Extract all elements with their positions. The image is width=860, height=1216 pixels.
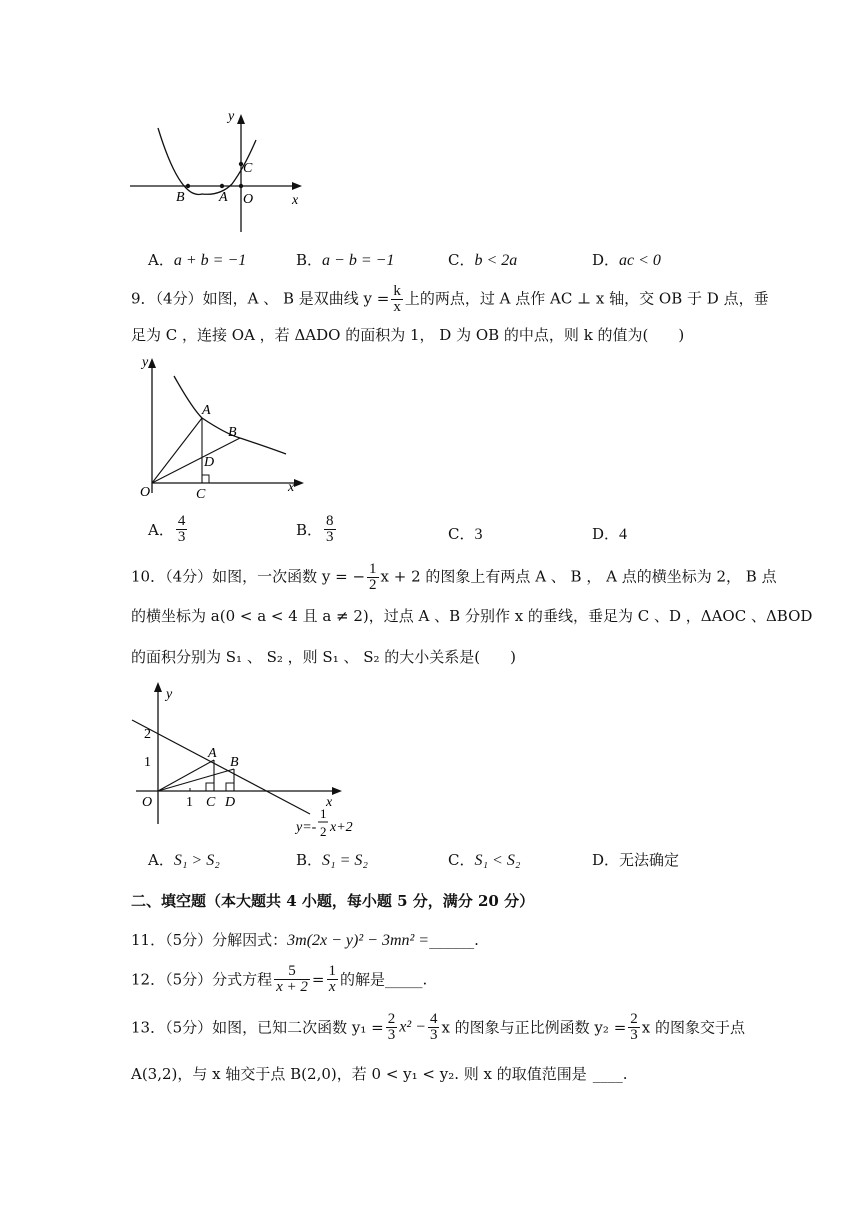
- q10-right-angle-c: [206, 783, 214, 791]
- fraction-num: k: [393, 283, 401, 299]
- q10-tick-label-2: 2: [144, 727, 151, 742]
- fraction-num: 4: [177, 513, 186, 529]
- q13-text-a: 13．（5分）如图，已知二次函数 y₁ =: [131, 1018, 384, 1037]
- fraction-num: 2: [387, 1011, 396, 1027]
- q9-fraction: [391, 284, 403, 315]
- q13-line1: [131, 1012, 745, 1043]
- q9-option-a[interactable]: [148, 514, 189, 545]
- q9-x-label: x: [288, 480, 295, 495]
- q8-label-a: A: [219, 190, 228, 205]
- q10-y-arrow-icon: [154, 682, 162, 692]
- option-label: A．: [148, 851, 174, 869]
- q13-answer-blank[interactable]: ____: [592, 1065, 623, 1083]
- q10-x-arrow-icon: [332, 787, 342, 795]
- option-label: D．: [592, 525, 620, 543]
- q9-label-c: C: [196, 487, 206, 502]
- q8-point-b: [186, 184, 190, 188]
- option-expr: a − b = −1: [322, 252, 395, 269]
- q8-option-c[interactable]: [448, 249, 517, 270]
- q12-equals: =: [311, 970, 325, 989]
- q10-line-graph: [132, 720, 310, 814]
- q11-text: 11．（5分）分解因式：: [131, 931, 288, 949]
- fraction-num: 1: [328, 963, 336, 979]
- q10-option-c[interactable]: [448, 849, 520, 870]
- q9-line2: 足为 C ，连接 OA ，若 ΔADO 的面积为 1， D 为 OB 的中点，则 k 的值为( ): [131, 326, 685, 344]
- fraction-den: 3: [326, 529, 334, 545]
- q8-label-b: B: [176, 190, 185, 205]
- q9-text-a: A 、 B 是双曲线 y =: [247, 289, 390, 308]
- q10-segment-ob: [158, 769, 234, 791]
- q10-label-o: O: [142, 795, 153, 810]
- q10-linear-figure: [130, 674, 370, 844]
- q10-text-a: 10．（4分）如图，一次函数 y = −: [131, 567, 366, 586]
- option-label: A．: [148, 251, 174, 269]
- fraction-num: 2: [630, 1011, 638, 1027]
- q10-fraction: [367, 562, 379, 593]
- option-label: D．: [592, 851, 620, 869]
- q11-expr: 3m(2x − y)² − 3mn² =: [287, 932, 430, 949]
- q8-label-c: C: [243, 161, 253, 176]
- fraction-den: x: [328, 979, 336, 995]
- option-label: A．: [148, 521, 174, 539]
- q10-line2: 的横坐标为 a(0 < a < 4 且 a ≠ 2)，过点 A 、B 分别作 x 的垂线，垂足为 C 、D ，ΔAOC 、ΔBOD: [131, 607, 813, 625]
- fraction-den: 3: [630, 1027, 638, 1043]
- q12-tail: 的解是: [340, 970, 386, 989]
- q8-option-b[interactable]: [296, 249, 394, 270]
- q9-y-arrow-icon: [148, 358, 156, 368]
- fraction-den: 3: [177, 529, 186, 545]
- q8-parabola-figure: [120, 100, 320, 240]
- fraction-den: 2: [369, 577, 377, 593]
- q13-line2: [131, 1064, 628, 1084]
- option-expr: S₁ < S₂: [474, 852, 521, 869]
- q10-eq-den: 2: [320, 824, 327, 839]
- q12-line: [131, 964, 427, 995]
- option-label: C．: [448, 525, 475, 543]
- q10-line1: [131, 562, 777, 593]
- q9-option-b[interactable]: [296, 514, 338, 545]
- option-label: B．: [296, 521, 323, 539]
- q10-tick-label-x1: 1: [186, 795, 193, 810]
- q9-y-label: y: [142, 355, 149, 370]
- fraction-den: 3: [429, 1027, 438, 1043]
- q10-line3: 的面积分别为 S₁ 、 S₂ ，则 S₁ 、 S₂ 的大小关系是( ): [131, 648, 517, 666]
- q9-option-c[interactable]: [448, 523, 482, 544]
- q10-label-d: D: [225, 795, 236, 810]
- q8-option-d[interactable]: [592, 249, 661, 270]
- section2-title: 二、填空题（本大题共 4 小题，每小题 5 分，满分 20 分）: [131, 892, 535, 910]
- q10-label-b: B: [230, 755, 239, 770]
- option-expr: b < 2a: [474, 252, 518, 269]
- q10-eq-suffix: x+2: [330, 820, 353, 835]
- q8-y-arrow-icon: [237, 114, 245, 124]
- option-fraction: [324, 514, 336, 545]
- q13-fraction-1: [386, 1012, 398, 1043]
- q10-label-a: A: [208, 746, 217, 761]
- q10-x-label: x: [326, 795, 333, 810]
- q9-segment-oa: [152, 418, 202, 483]
- q9-hyperbola-curve: [174, 376, 286, 454]
- q9-number: 9．（4分）如图，: [131, 289, 248, 308]
- option-expr: 4: [619, 526, 628, 543]
- q11-end: .: [474, 931, 479, 949]
- q9-label-b: B: [228, 425, 237, 440]
- q12-end: .: [422, 970, 428, 989]
- q9-label-o: O: [140, 485, 151, 500]
- fraction-num: 4: [429, 1011, 438, 1027]
- q9-right-angle-mark: [202, 475, 209, 483]
- option-label: C．: [448, 851, 475, 869]
- q13-fraction-3: [628, 1012, 640, 1043]
- q10-option-d[interactable]: [592, 849, 679, 870]
- q8-x-label: x: [292, 193, 299, 208]
- option-expr: a + b = −1: [173, 252, 247, 269]
- q8-point-a: [220, 184, 224, 188]
- q10-text-b: x + 2 的图象上有两点 A 、 B ， A 点的横坐标为 2， B 点: [380, 567, 777, 586]
- q13-end: .: [622, 1065, 628, 1083]
- q13-mid2: x 的图象与正比例函数 y₂ =: [441, 1018, 627, 1037]
- q9-label-d: D: [204, 455, 215, 470]
- option-label: D．: [592, 251, 620, 269]
- fraction-den: x + 2: [276, 979, 308, 995]
- q8-y-label: y: [228, 109, 235, 124]
- option-expr: S₁ > S₂: [173, 852, 220, 869]
- q8-option-a[interactable]: [148, 249, 246, 270]
- q10-eq-num: 1: [320, 806, 327, 821]
- q10-y-label: y: [166, 687, 173, 702]
- q9-segment-ob: [152, 438, 240, 483]
- option-expr: 无法确定: [619, 851, 680, 869]
- option-fraction: [176, 514, 188, 545]
- option-expr: 3: [474, 526, 483, 543]
- q9-line1: [131, 284, 769, 315]
- option-label: B．: [296, 251, 323, 269]
- option-label: C．: [448, 251, 475, 269]
- q10-right-angle-d: [226, 783, 234, 791]
- q10-eq-prefix: y=-: [296, 820, 317, 835]
- q12-text: 12．（5分）分式方程: [131, 970, 273, 989]
- q12-lhs-fraction: [274, 964, 310, 995]
- q13-fraction-2: [428, 1012, 440, 1043]
- q11-answer-blank[interactable]: ______: [429, 931, 475, 949]
- q13-line2-text: A(3,2)，与 x 轴交于点 B(2,0)，若 0 < y₁ < y₂. 则 x 的取值范围是: [131, 1065, 587, 1083]
- q8-label-o: O: [243, 192, 254, 207]
- q9-text-b: 上的两点，过 A 点作 AC ⊥ x 轴，交 OB 于 D 点，垂: [404, 289, 769, 308]
- fraction-num: 5: [274, 964, 310, 980]
- option-expr: S₁ = S₂: [322, 852, 368, 869]
- option-expr: ac < 0: [619, 252, 661, 269]
- q13-tail: x 的图象交于点: [641, 1018, 745, 1037]
- q10-label-c: C: [206, 795, 216, 810]
- q10-tick-label-1: 1: [144, 755, 151, 770]
- fraction-den: 3: [387, 1027, 396, 1043]
- q8-x-arrow-icon: [292, 182, 302, 190]
- q11-line: [131, 930, 479, 951]
- q12-rhs-fraction: [327, 964, 339, 995]
- q9-x-arrow-icon: [294, 479, 304, 487]
- q10-option-b[interactable]: [296, 849, 368, 870]
- option-label: B．: [296, 851, 323, 869]
- q9-label-a: A: [202, 403, 211, 418]
- q8-point-o: [239, 184, 243, 188]
- q12-answer-blank[interactable]: _____: [385, 970, 423, 989]
- fraction-num: 1: [369, 561, 377, 577]
- fraction-den: x: [393, 299, 401, 315]
- q9-hyperbola-figure: [130, 350, 320, 502]
- q10-option-a[interactable]: [148, 849, 220, 870]
- q9-option-d[interactable]: [592, 523, 627, 544]
- fraction-num: 8: [326, 513, 334, 529]
- q13-mid1: x² −: [399, 1018, 426, 1036]
